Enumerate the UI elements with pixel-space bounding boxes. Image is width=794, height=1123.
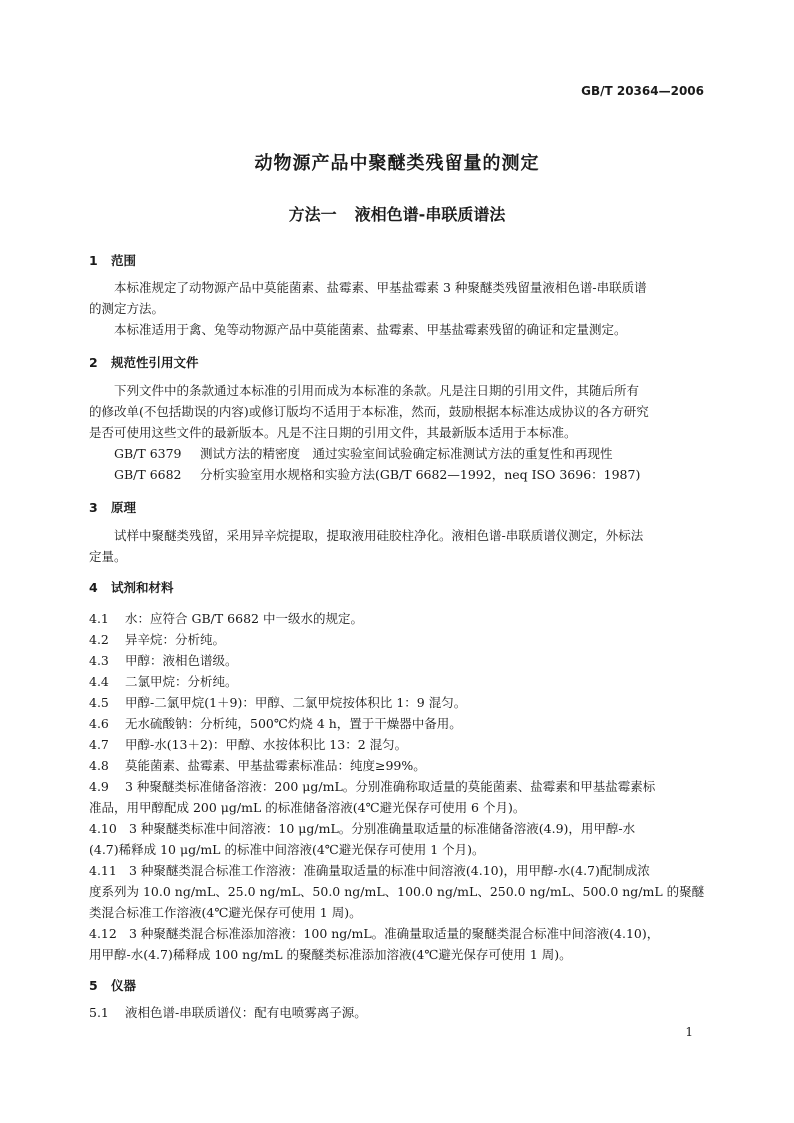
clause-continuation: 准品，用甲醇配成 200 μg/mL 的标准储备溶液(4℃避光保存可使用 6 个月)。 [89,800,526,815]
clause-continuation: 用甲醇-水(4.7)稀释成 100 ng/mL 的聚醚类标准添加溶液(4℃避光保存可使用 1 周)。 [89,947,572,962]
standard-number: GB/T 20364—2006 [581,84,704,98]
method-subtitle [0,202,794,225]
clause-4-8: 4.8 莫能菌素、盐霉素、甲基盐霉素标准品：纯度≥99%。 [89,758,426,773]
section-heading-principle: 3 原理 [89,500,137,515]
paragraph-line: 本标准规定了动物源产品中莫能菌素、盐霉素、甲基盐霉素 3 种聚醚类残留量液相色谱-串联质谱 [114,280,647,295]
paragraph-line: 试样中聚醚类残留，采用异辛烷提取，提取液用硅胶柱净化。液相色谱-串联质谱仪测定，外标法 [114,528,644,543]
clause-5-1: 5.1 液相色谱-串联质谱仪：配有电喷雾离子源。 [89,1005,367,1020]
section-heading-normative-references: 2 规范性引用文件 [89,355,199,370]
method-label: 方法一 [288,205,337,224]
clause-continuation: 度系列为 10.0 ng/mL、25.0 ng/mL、50.0 ng/mL、100.0 ng/mL、250.0 ng/mL、500.0 ng/mL 的聚醚 [89,884,705,899]
paragraph-line: 是否可使用这些文件的最新版本。凡是不注日期的引用文件，其最新版本适用于本标准。 [89,425,577,440]
clause-4-9: 4.9 3 种聚醚类标准储备溶液：200 μg/mL。分别准确称取适量的莫能菌素、盐霉素和甲基盐霉素标 [89,779,656,794]
clause-4-11: 4.11 3 种聚醚类混合标准工作溶液：准确量取适量的标准中间溶液(4.10)，用甲醇-水(4.7)配制成浓 [89,863,650,878]
clause-4-5: 4.5 甲醇-二氯甲烷(1＋9)：甲醇、二氯甲烷按体积比 1：9 混匀。 [89,695,467,710]
reference-item: GB/T 6682 分析实验室用水规格和实验方法(GB/T 6682—1992，neq ISO 3696：1987) [114,467,641,482]
page-number: 1 [685,1025,693,1039]
document-title: 动物源产品中聚醚类残留量的测定 [254,153,540,174]
clause-4-6: 4.6 无水硫酸钠：分析纯，500℃灼烧 4 h，置于干燥器中备用。 [89,716,462,731]
clause-4-4: 4.4 二氯甲烷：分析纯。 [89,674,238,689]
section-heading-reagents: 4 试剂和材料 [89,580,174,595]
clause-continuation: 类混合标准工作溶液(4℃避光保存可使用 1 周)。 [89,905,362,920]
reference-item: GB/T 6379 测试方法的精密度 通过实验室间试验确定标准测试方法的重复性和再现性 [114,446,613,461]
clause-4-12: 4.12 3 种聚醚类混合标准添加溶液：100 ng/mL。准确量取适量的聚醚类混合标准中间溶液(4.10)， [89,926,660,941]
section-heading-scope: 1 范围 [89,253,137,268]
clause-4-3: 4.3 甲醇：液相色谱级。 [89,653,238,668]
clause-4-1: 4.1 水：应符合 GB/T 6682 中一级水的规定。 [89,611,363,626]
clause-4-2: 4.2 异辛烷：分析纯。 [89,632,226,647]
section-heading-apparatus: 5 仪器 [89,978,137,993]
paragraph-line: 本标准适用于禽、兔等动物源产品中莫能菌素、盐霉素、甲基盐霉素残留的确证和定量测定。 [114,322,627,337]
paragraph-line: 定量。 [89,549,127,564]
paragraph-line: 下列文件中的条款通过本标准的引用而成为本标准的条款。凡是注日期的引用文件，其随后所有 [114,383,640,398]
clause-continuation: (4.7)稀释成 10 μg/mL 的标准中间溶液(4℃避光保存可使用 1 个月)。 [89,842,485,857]
clause-4-7: 4.7 甲醇-水(13＋2)：甲醇、水按体积比 13：2 混匀。 [89,737,408,752]
paragraph-line: 的测定方法。 [89,301,165,316]
clause-4-10: 4.10 3 种聚醚类标准中间溶液：10 μg/mL。分别准确量取适量的标准储备溶液(4.9)，用甲醇-水 [89,821,636,836]
method-name: 液相色谱-串联质谱法 [354,205,506,224]
paragraph-line: 的修改单(不包括勘误的内容)或修订版均不适用于本标准，然而，鼓励根据本标准达成协议的各方研究 [89,404,649,419]
